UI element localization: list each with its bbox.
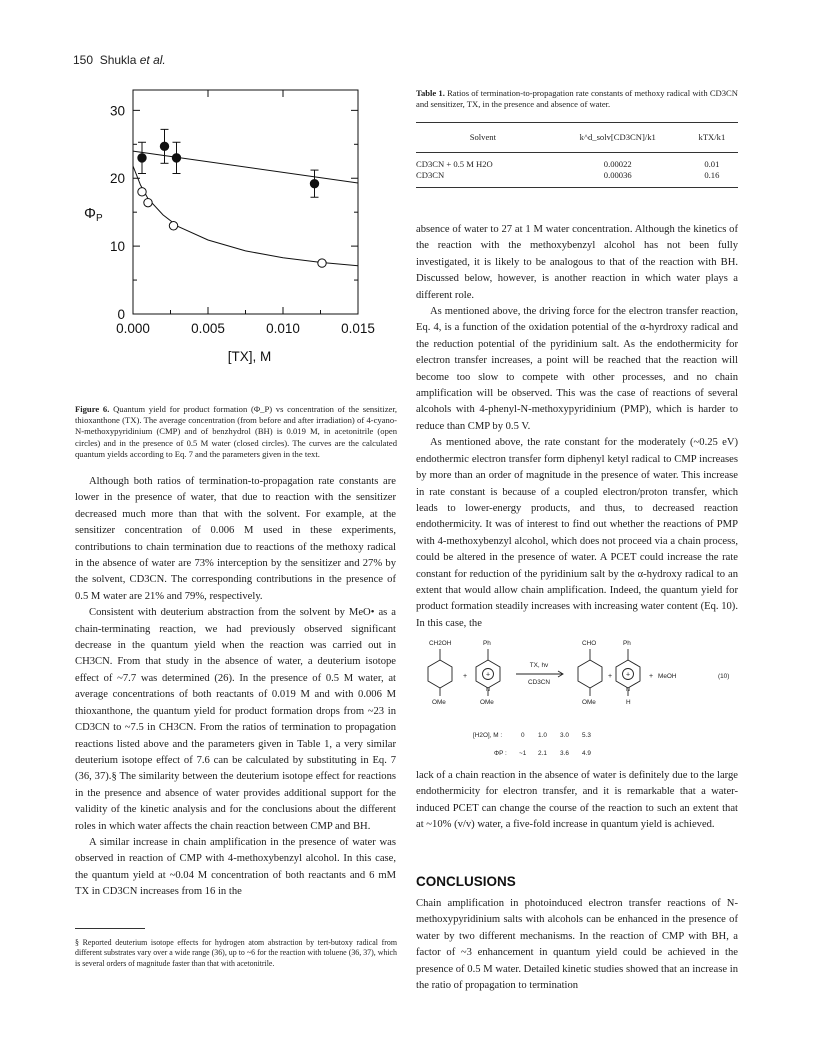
scheme-phi-label: ΦP : [494, 750, 507, 757]
table-cell: 0.01 [704, 159, 720, 169]
chart-curves [133, 151, 358, 266]
footnote-rule [75, 928, 145, 929]
scheme-label: CH2OH [429, 640, 452, 647]
section-heading-conclusions: CONCLUSIONS [416, 874, 516, 889]
scheme-label: CHO [582, 640, 597, 647]
scheme-label: CD3CN [527, 679, 551, 686]
svg-text:N: N [626, 687, 630, 693]
right-column-bottom [416, 768, 738, 834]
footnote: § Reported deuterium isotope effects for hydrogen atom abstraction by tert-butoxy radical from different substrates vary over a wide range (36), up to ~6 for the reaction with toluene (36, 37), which is several orders of magnitude faster than that with acetonitrile. [75, 938, 397, 968]
running-header [73, 53, 166, 67]
chart-axes [133, 90, 358, 314]
table-header-tx-ratio: kTX/k1 [698, 132, 726, 142]
table-caption [416, 88, 738, 110]
scheme-label: Ph [483, 640, 491, 647]
scheme-label: OMe [432, 699, 446, 706]
svg-text:+: + [463, 673, 468, 680]
closed-circle-point [172, 154, 180, 162]
scheme-label: OMe [582, 699, 596, 706]
figure-caption-text: Quantum yield for product formation (Φ_P) vs concentration of the sensitizer, thioxanthone (TX). The average concentration (from before and after irradiation) of 4-cyano-N-methoxypyridinium (CMP) and of benzhydrol (BH) is 0.019 M, in acetonitrile (open circles) and in the presence of 0.5 M water (closed circles). The curves are the calculated quantum yields according to Eq. 7 and the parameters given in the text. [75, 404, 397, 459]
table-cell: CD3CN [416, 170, 445, 180]
scheme-phi-value: 3.6 [560, 750, 569, 757]
scheme-water-value: 3.0 [560, 732, 569, 739]
open-circle-point [169, 222, 177, 230]
paragraph: absence of water to 27 at 1 M water concentration. Although the kinetics of the reaction with the methoxybenzyl alcohol has not been fully investigated, it is likely to be analogous to that of the reaction with BH. Discussed below, however, is another reaction in which water plays a different role. [416, 224, 738, 301]
scheme-label: Ph [623, 640, 631, 647]
acetonitrile-fit-curve [133, 166, 358, 266]
svg-text:N: N [486, 687, 490, 693]
left-column-text [75, 474, 396, 901]
table-header-solvent-ratio: k^d_solv[CD3CN]/k1 [579, 132, 656, 142]
svg-text:+: + [608, 673, 613, 680]
y-tick-label: 30 [109, 103, 125, 119]
scheme-label: H [626, 699, 631, 706]
x-tick-label: 0.005 [191, 321, 225, 336]
table-cell: 0.16 [704, 170, 720, 180]
scheme-phi-value: ~1 [519, 750, 527, 757]
figure-caption [75, 404, 397, 460]
table-cell: 0.00022 [603, 159, 632, 169]
svg-text:+: + [485, 671, 491, 679]
svg-text:+: + [625, 671, 631, 679]
scheme-water-value: 5.3 [582, 732, 591, 739]
paragraph: Chain amplification in photoinduced electron transfer reactions of N-methoxypyridinium salts with alcohols can be enhanced in the presence of water by two different mechanisms. In the reaction of CMP with BH, a factor of ~3 enhancement in quantum yield could be achieved in the presence of 0.5 M water. Detailed kinetic studies showed that an increase in the ratio of propagation to termination [416, 898, 738, 992]
scheme-water-label: [H2O], M : [473, 732, 503, 739]
data-table [416, 122, 738, 181]
plot-frame [133, 90, 358, 314]
paragraph: lack of a chain reaction in the absence of water is definitely due to the large endothermicity for electron transfer, and it is remarkable that a water-induced PCET can change the course of the reaction to such an extent that at ~10% (v/v) water, a five-fold increase in quantum yield is achieved. [416, 770, 738, 831]
closed-circle-point [138, 154, 146, 162]
open-circle-point [144, 198, 152, 206]
y-tick-label: 10 [109, 239, 125, 255]
running-etal: et al. [139, 53, 166, 67]
right-column-text [416, 222, 738, 632]
closed-circle-point [160, 142, 168, 150]
page-number: 150 [73, 53, 94, 67]
svg-text:+: + [649, 673, 654, 680]
y-tick-label: 20 [109, 171, 125, 187]
table-header-row [416, 123, 738, 153]
table-cell: 0.00036 [603, 170, 632, 180]
benzene-ring-icon [428, 660, 452, 688]
closed-circle-point [310, 179, 318, 187]
benzene-ring-icon [578, 660, 602, 688]
y-axis-label-subscript: P [95, 213, 103, 225]
paragraph: As mentioned above, the driving force for the electron transfer reaction, Eq. 4, is a function of the oxidation potential of the α-hyrdroxy radical and the reduction potential of the pyridinium salt. As the endothermicity for electron transfer increases, a point will be reached that the reaction will become too slow to compete with other processes, and no chain amplification will be observed. This was the case of reactions of several alcohols with 4-phenyl-N-methoxypyridinium (PMP), which is harder to reduce than CMP by 0.5 V. [416, 306, 738, 432]
table-1 [416, 88, 738, 188]
figure-6-chart [70, 82, 400, 397]
reaction-scheme [418, 636, 740, 766]
paragraph: Although both ratios of termination-to-propagation rate constants are lower in the presence of water, that due to reaction with the sensitizer decreased much more than that with the solvent. For example, at the sensitizer concentration of 0.006 M used in these experiments, contributions to chain termination due to reactions of the methoxy radical in the absence of water are 73% interception by the sensitizer and 27% by the solvent, CD3CN. The corresponding contributions in the presence of 0.5 M water are 21% and 79%, respectively. [75, 476, 396, 602]
scheme-water-value: 0 [521, 732, 525, 739]
table-row [416, 170, 738, 181]
y-axis-label: $\Phi_P$ [84, 205, 103, 225]
paragraph: Consistent with deuterium abstraction from the solvent by MeO• as a chain-terminating reaction, we had previously observed significant decrease in the quantum yield when the reaction was carried out in CH3CN. From that study in the absence of water, a deuterium isotope effect of ~7.7 was determined (26). In the presence of 0.5 M water, at average concentrations of both reactants of 0.019 M and with 0.006 M thioxanthone, the quantum yield for product formation drops from ~23 in CD3CN to ~7.5 in CH3CN. From the ratios of termination to propagation reactions listed above and the parameters given in Table 1, a very similar deuterium isotope effect of 7.6 can be calculated by substituting in Eq. 7 (36, 37).§ The similarity between the deuterium isotope effect for reactions in the presence and absence of water provides additional support for the validity of the kinetic analysis and for the conclusions about the different roles in which water affects the chain reaction between CMP and BH. [75, 607, 396, 832]
chart-labels [84, 103, 375, 364]
scheme-label: OMe [480, 699, 494, 706]
table-caption-label: Table 1. [416, 88, 445, 98]
running-authors: Shukla [99, 53, 137, 67]
y-tick-label: 0 [117, 307, 125, 322]
figure-caption-label: Figure 6. [75, 404, 110, 414]
open-circle-point [318, 259, 326, 267]
paragraph: As mentioned above, the rate constant for the moderately (~0.25 eV) endothermic electron transfer form diphenyl ketyl radical to CMP increases by more than an order of magnitude in the presence of water. This increase in rate constant is because of a coupled electron/proton transfer, which leads to lower-energy products, and thus, to decreased reaction endothermicity. It was of interest to find out whether the reactions of PMP with 4-methoxybenzyl alcohol, which does not proceed via a chain process, could be altered in the presence of water. A PCET could increase the rate constant for reduction of the pyridinium salt by the α-hydroxy radical to an extent that would allow chain amplification. Indeed, the quantum yield for product formation steadily increases with increasing water content (Eq. 10). In this case, the [416, 437, 738, 629]
scheme-label: (10) [718, 673, 730, 680]
scheme-label: MeOH [658, 673, 677, 680]
scheme-water-value: 1.0 [538, 732, 547, 739]
open-circle-point [138, 188, 146, 196]
x-tick-label: 0.015 [341, 321, 375, 336]
x-tick-label: 0.010 [266, 321, 300, 336]
scheme-label: TX, hv [529, 662, 549, 669]
table-header-solvent: Solvent [469, 132, 496, 142]
table-cell: CD3CN + 0.5 M H2O [416, 159, 493, 169]
scheme-phi-value: 4.9 [582, 750, 591, 757]
paragraph: A similar increase in chain amplification in the presence of water was observed in reaction of CMP with 4-methoxybenzyl alcohol. In this case, the quantum yield at ~0.04 M concentration of both reactants and 6 mM TX in CD3CN increases from 16 in the [75, 836, 396, 898]
table-row [416, 153, 738, 171]
table-caption-text: Ratios of termination-to-propagation rate constants of methoxy radical with CD3CN and sensitizer, TX, in the presence and absence of water. [416, 88, 738, 109]
x-axis-label: [TX], M [227, 349, 272, 364]
x-tick-label: 0.000 [116, 321, 150, 336]
water-fit-curve [133, 151, 358, 183]
conclusions-text [416, 896, 738, 994]
scheme-phi-value: 2.1 [538, 750, 547, 757]
